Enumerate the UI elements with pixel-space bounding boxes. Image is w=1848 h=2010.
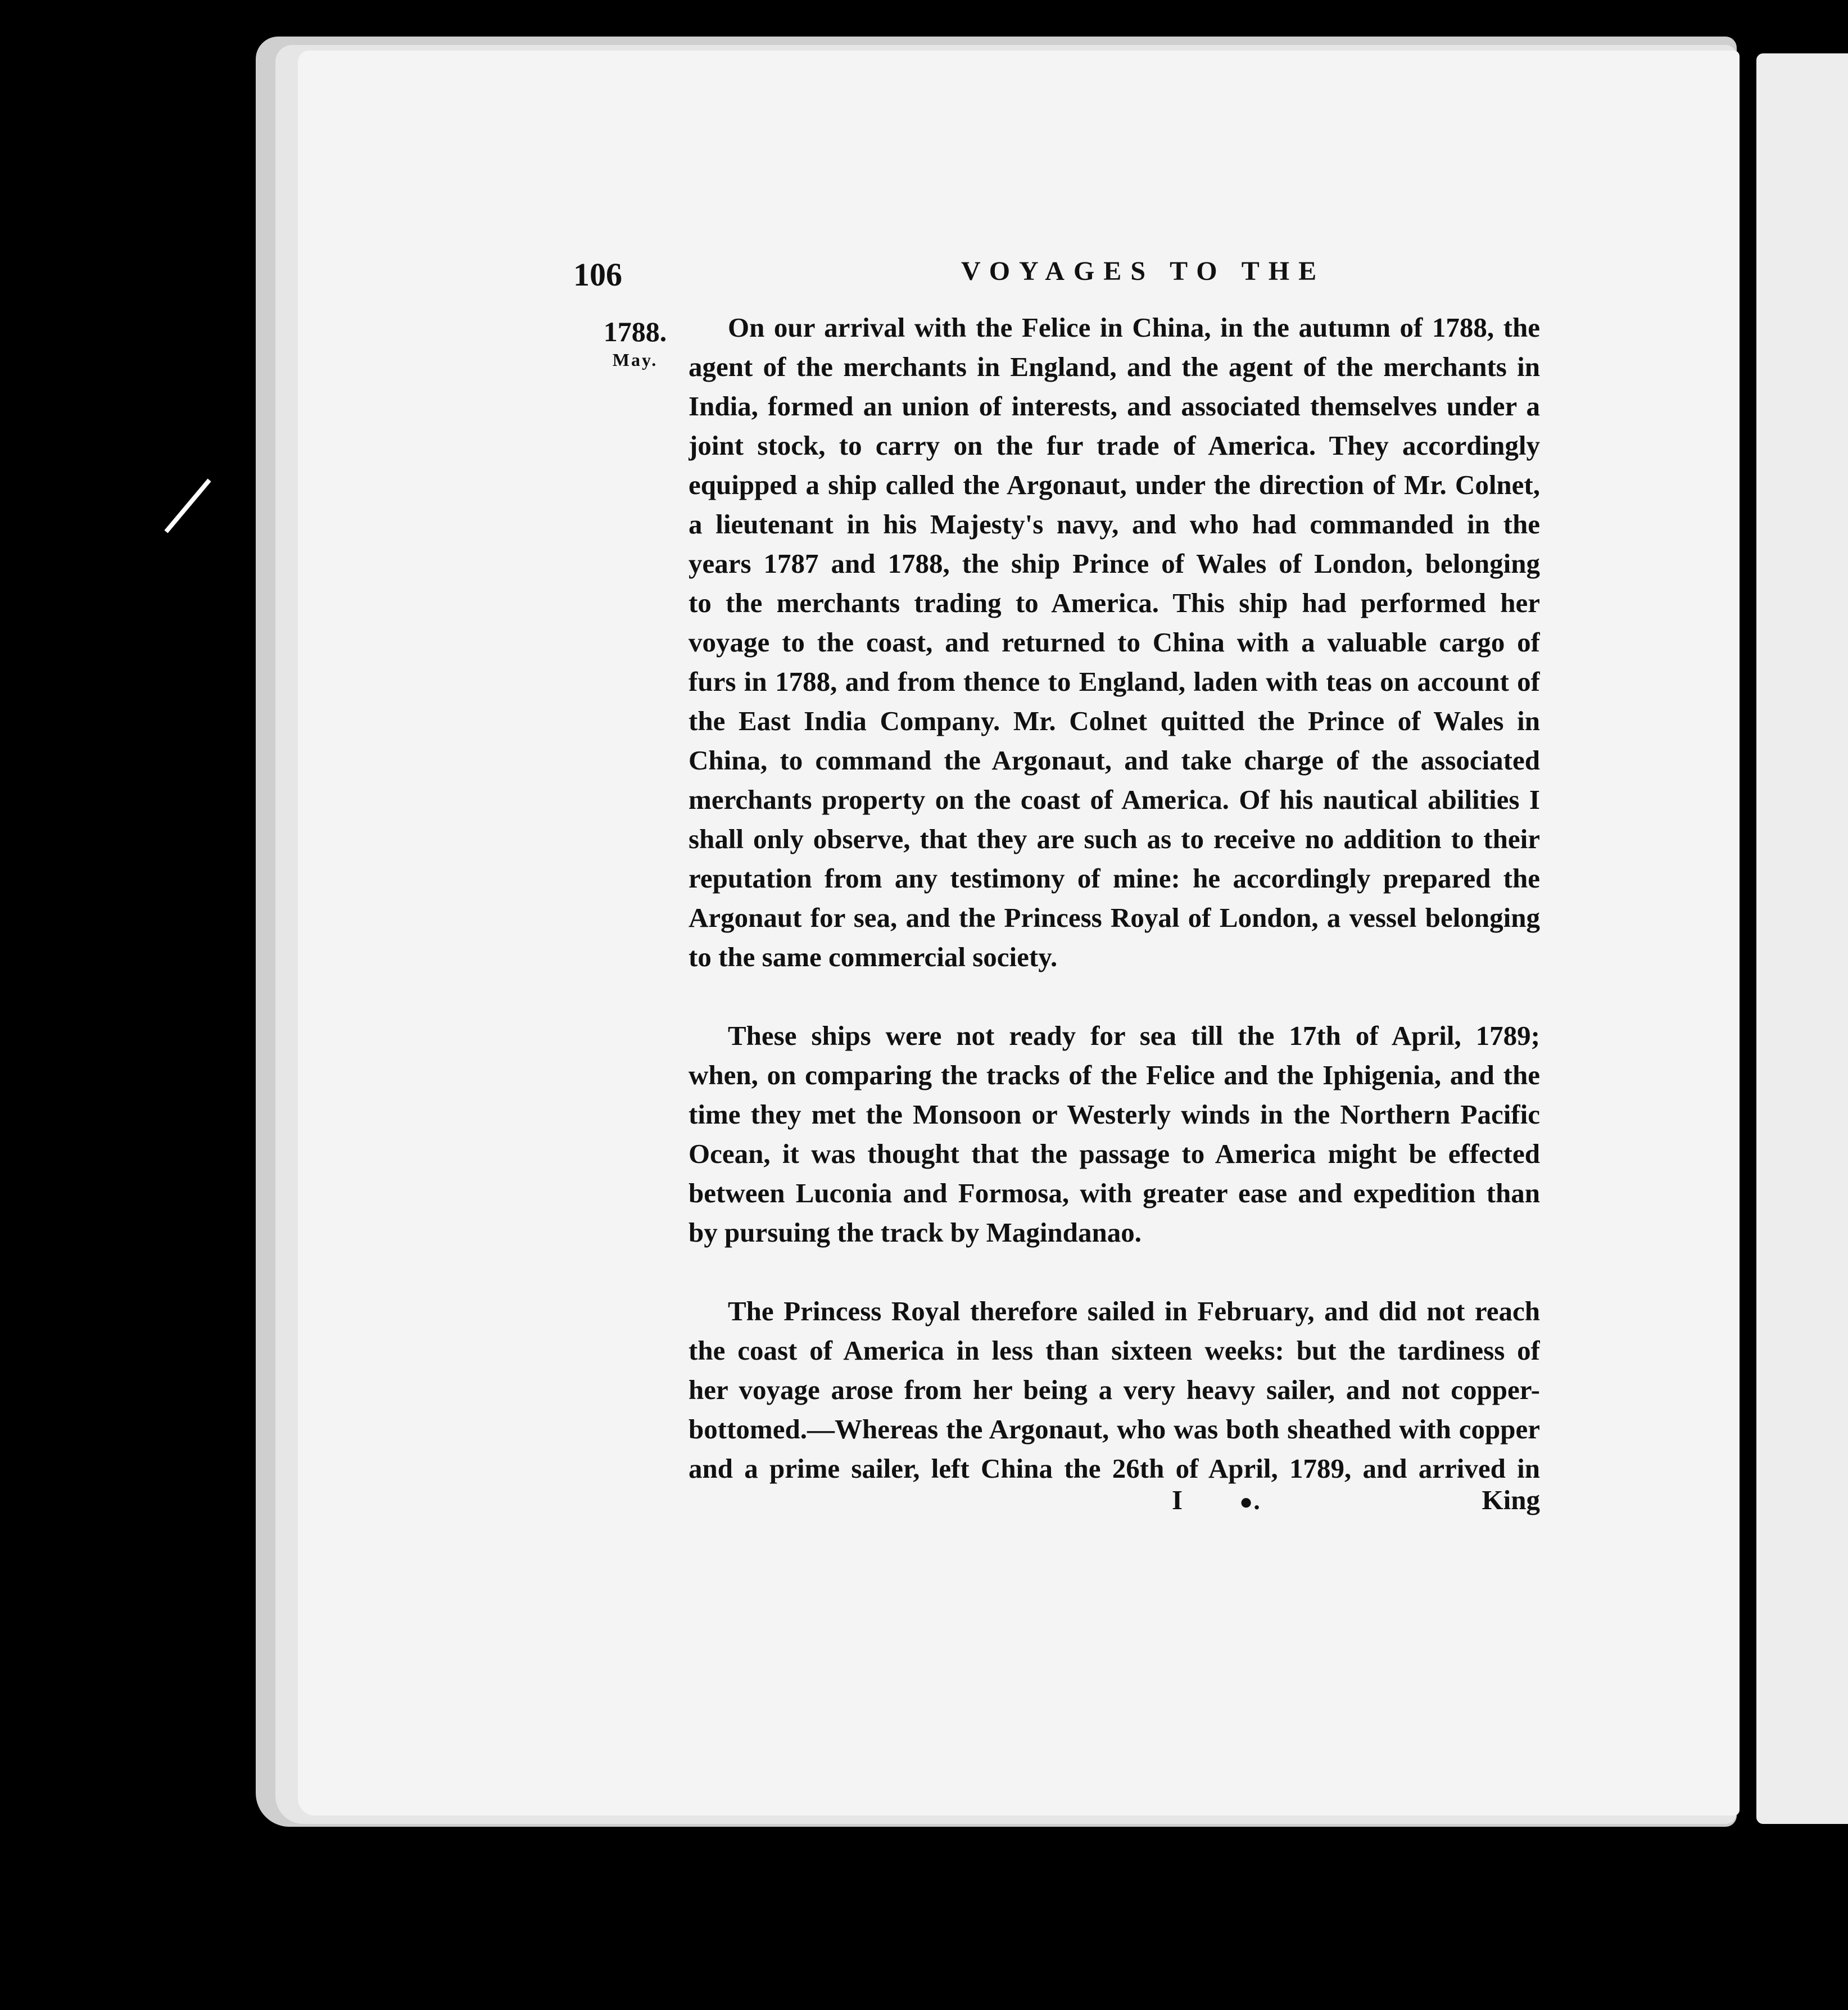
text-line: The Princess Royal therefore sailed in February, and did not reach — [728, 1296, 1540, 1327]
text-line: between Luconia and Formosa, with greater ease and expedition than — [689, 1178, 1540, 1208]
text-line: bottomed.—Whereas the Argonaut, who was both sheathed with copper — [689, 1414, 1540, 1445]
text-line: time they met the Monsoon or Westerly winds in the Northern Pacific — [689, 1099, 1540, 1130]
text-line: the East India Company. Mr. Colnet quitted the Prince of Wales in — [689, 705, 1540, 736]
text-line: and a prime sailer, left China the 26th of April, 1789, and arrived in — [689, 1453, 1540, 1484]
margin-year: 1788. — [603, 316, 667, 347]
text-line: On our arrival with the Felice in China, in the autumn of 1788, the — [728, 312, 1540, 343]
text-line: a lieutenant in his Majesty's navy, and who had commanded in the — [689, 509, 1540, 540]
running-head — [573, 256, 1540, 295]
text-line: the coast of America in less than sixteen weeks: but the tardiness of — [689, 1335, 1540, 1366]
text-line: reputation from any testimony of mine: he accordingly prepared the — [689, 863, 1540, 894]
text-line: to the same commercial society. — [689, 941, 1058, 972]
text-line: when, on comparing the tracks of the Felice and the Iphigenia, and the — [689, 1060, 1540, 1090]
running-title: VOYAGES TO THE — [961, 256, 1326, 286]
paragraph-3 — [689, 1292, 1540, 1488]
text-line: These ships were not ready for sea till the 17th of April, 1789; — [728, 1020, 1540, 1051]
text-line: shall only observe, that they are such as to receive no addition to their — [689, 823, 1540, 854]
text-line: agent of the merchants in England, and the agent of the merchants in — [689, 351, 1540, 382]
paragraph-1 — [689, 308, 1540, 977]
ink-blot-mark: ●․ — [1239, 1489, 1261, 1514]
catchword: King — [1482, 1484, 1540, 1515]
page-tear-mark — [164, 478, 211, 533]
text-line: Argonaut for sea, and the Princess Royal of London, a vessel belonging — [689, 902, 1540, 933]
text-line: China, to command the Argonaut, and take charge of the associated — [689, 745, 1540, 776]
text-line: joint stock, to carry on the fur trade of America. They accordingly — [689, 430, 1540, 461]
page-number: 106 — [573, 256, 622, 293]
paragraph-2 — [689, 1016, 1540, 1252]
facing-page-edge — [1756, 53, 1848, 1824]
text-line: by pursuing the track by Magindanao. — [689, 1217, 1142, 1248]
text-line: years 1787 and 1788, the ship Prince of Wales of London, belonging — [689, 548, 1540, 579]
text-line: to the merchants trading to America. This ship had performed her — [689, 587, 1540, 618]
text-line: voyage to the coast, and returned to China with a valuable cargo of — [689, 627, 1540, 658]
text-line: India, formed an union of interests, and associated themselves under a — [689, 391, 1540, 422]
text-line: equipped a ship called the Argonaut, under the direction of Mr. Colnet, — [689, 469, 1540, 500]
text-line: furs in 1788, and from thence to England, laden with teas on account of — [689, 666, 1540, 697]
margin-note — [596, 315, 674, 371]
page-footer — [689, 1484, 1540, 1523]
signature-mark: I — [1172, 1484, 1183, 1515]
text-line: her voyage arose from her being a very heavy sailer, and not copper- — [689, 1374, 1540, 1405]
body-text — [689, 308, 1540, 1528]
text-line: merchants property on the coast of America. Of his nautical abilities I — [689, 784, 1540, 815]
text-line: Ocean, it was thought that the passage to America might be effected — [689, 1138, 1540, 1169]
margin-month: May. — [612, 350, 658, 370]
